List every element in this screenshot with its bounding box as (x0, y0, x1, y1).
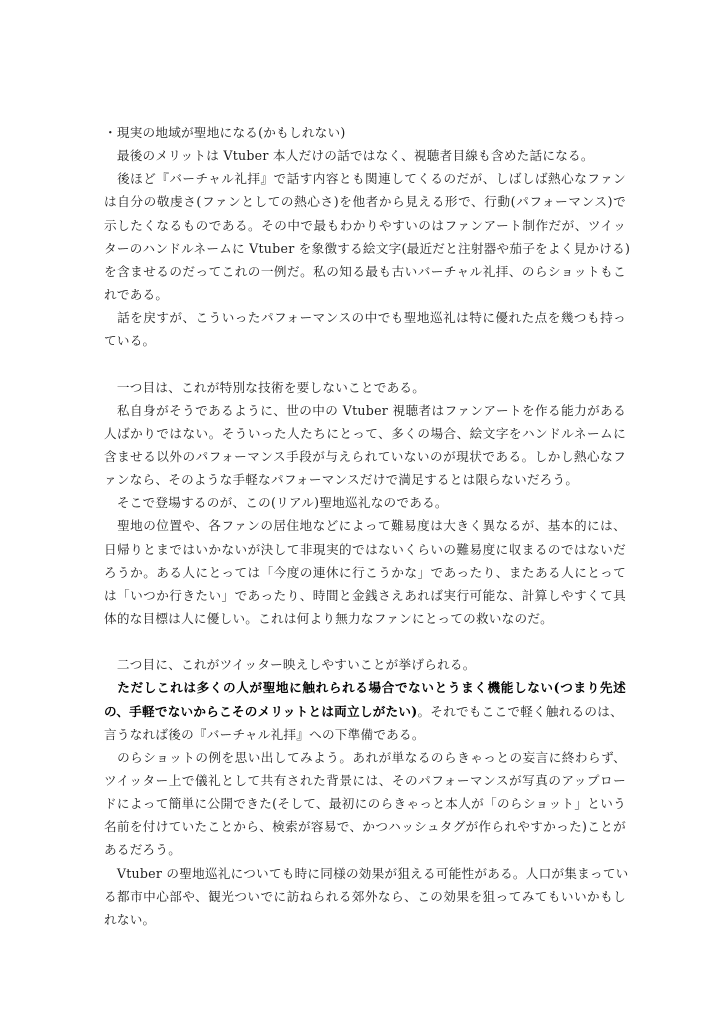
document-body (104, 121, 631, 931)
paragraph-line: ァンなら、そのような手軽なパフォーマンスだけで満足するとは限らないだろう。 (104, 472, 579, 488)
paragraph-line: は自分の敬虔さ(ファンとしての熱心さ)を他者から見える形で、行動(パフォーマンス)で (104, 194, 626, 210)
paragraph-line: ターのハンドルネームに Vtuber を象徴する絵文字(最近だと注射器や茄子をよく見かける) (104, 240, 631, 256)
paragraph-line: 示したくなるものである。その中で最もわかりやすいのはファンアート制作だが、ツイッ (104, 217, 626, 233)
bold-paragraph-line: ただしこれは多くの人が聖地に触れられる場合でないとうまく機能しない(つまり先述 (104, 680, 626, 696)
section-second-point (104, 653, 629, 931)
paragraph-spacer (104, 630, 626, 653)
section-heading: ・現実の地域が聖地になる(かもしれない) (104, 125, 346, 140)
paragraph-line: 後ほど『バーチャル礼拝』で話す内容とも関連してくるのだが、しばしば熱心なファン (104, 171, 626, 187)
paragraph-line: Vtuber の聖地巡礼についても時に同様の効果が狙える可能性がある。人口が集まってい (104, 865, 629, 881)
paragraph-spacer (104, 352, 626, 375)
paragraph-line: そこで登場するのが、この(リアル)聖地巡礼なのである。 (104, 495, 448, 511)
paragraph-line: 人ばかりではない。そういった人たちにとって、多くの場合、絵文字をハンドルネームに (104, 425, 626, 441)
paragraph-line: ろうか。ある人にとっては「今度の連休に行こうかな」であったり、またある人にとって (104, 564, 626, 580)
paragraph-line: 一つ目は、これが特別な技術を要しないことである。 (104, 379, 426, 395)
paragraph-line: は「いつか行きたい」であったり、時間と金銭さえあれば実行可能な、計算しやすくて具 (104, 587, 626, 603)
paragraph-line: 日帰りとまではいかないが決して非現実的ではないくらいの難易度に収まるのではないだ (104, 541, 626, 557)
paragraph-line: あるだろう。 (104, 842, 182, 858)
section-local-pilgrimage (104, 121, 631, 352)
paragraph-line: れない。 (104, 911, 156, 927)
section-first-point (104, 376, 626, 631)
paragraph-line: 名前を付けていたことから、検索が容易で、かつハッシュタグが作られやすかった)ことが (104, 819, 626, 835)
paragraph-line: 聖地の位置や、各ファンの居住地などによって難易度は大きく異なるが、基本的には、 (104, 518, 626, 534)
paragraph-line: 体的な目標は人に優しい。これは何より無力なファンにとっての救いなのだ。 (104, 610, 554, 626)
paragraph-line: ツイッター上で儀礼として共有された背景には、そのパフォーマンスが写真のアップロー (104, 772, 626, 788)
paragraph-line: 含ませる以外のパフォーマンス手段が与えられていないのが現状である。しかし熱心なフ (104, 448, 626, 464)
paragraph-line: ている。 (104, 333, 156, 349)
paragraph-line: れである。 (104, 286, 169, 302)
paragraph-line: 二つ目に、これがツイッター映えしやすいことが挙げられる。 (104, 657, 476, 673)
paragraph-line: 最後のメリットは Vtuber 本人だけの話ではなく、視聴者目線も含めた話になる。 (104, 148, 594, 164)
paragraph-line: 話を戻すが、こういったパフォーマンスの中でも聖地巡礼は特に優れた点を幾つも持っ (104, 310, 626, 326)
paragraph-line: る都市中心部や、観光ついでに訪ねられる郊外なら、この効果を狙ってみてもいいかもし (104, 888, 626, 904)
paragraph-line: を含ませるのだってこれの一例だ。私の知る最も古いバーチャル礼拝、のらショットもこ (104, 263, 626, 279)
paragraph-line: のらショットの例を思い出してみよう。あれが単なるのらきゃっとの妄言に終わらず、 (104, 749, 626, 765)
plain-text: 。それでもここで軽く触れるのは、 (417, 703, 623, 719)
paragraph-line: 言うなれば後の『バーチャル礼拝』への下準備である。 (104, 726, 425, 742)
paragraph-line: 私自身がそうであるように、世の中の Vtuber 視聴者はファンアートを作る能力がある (104, 402, 626, 418)
mixed-paragraph-line (104, 700, 626, 723)
bold-text: の、手軽でないからこそのメリットとは両立しがたい) (104, 703, 418, 719)
paragraph-line: ドによって簡単に公開できた(そして、最初にのらきゃっと本人が「のらショット」という (104, 796, 626, 812)
